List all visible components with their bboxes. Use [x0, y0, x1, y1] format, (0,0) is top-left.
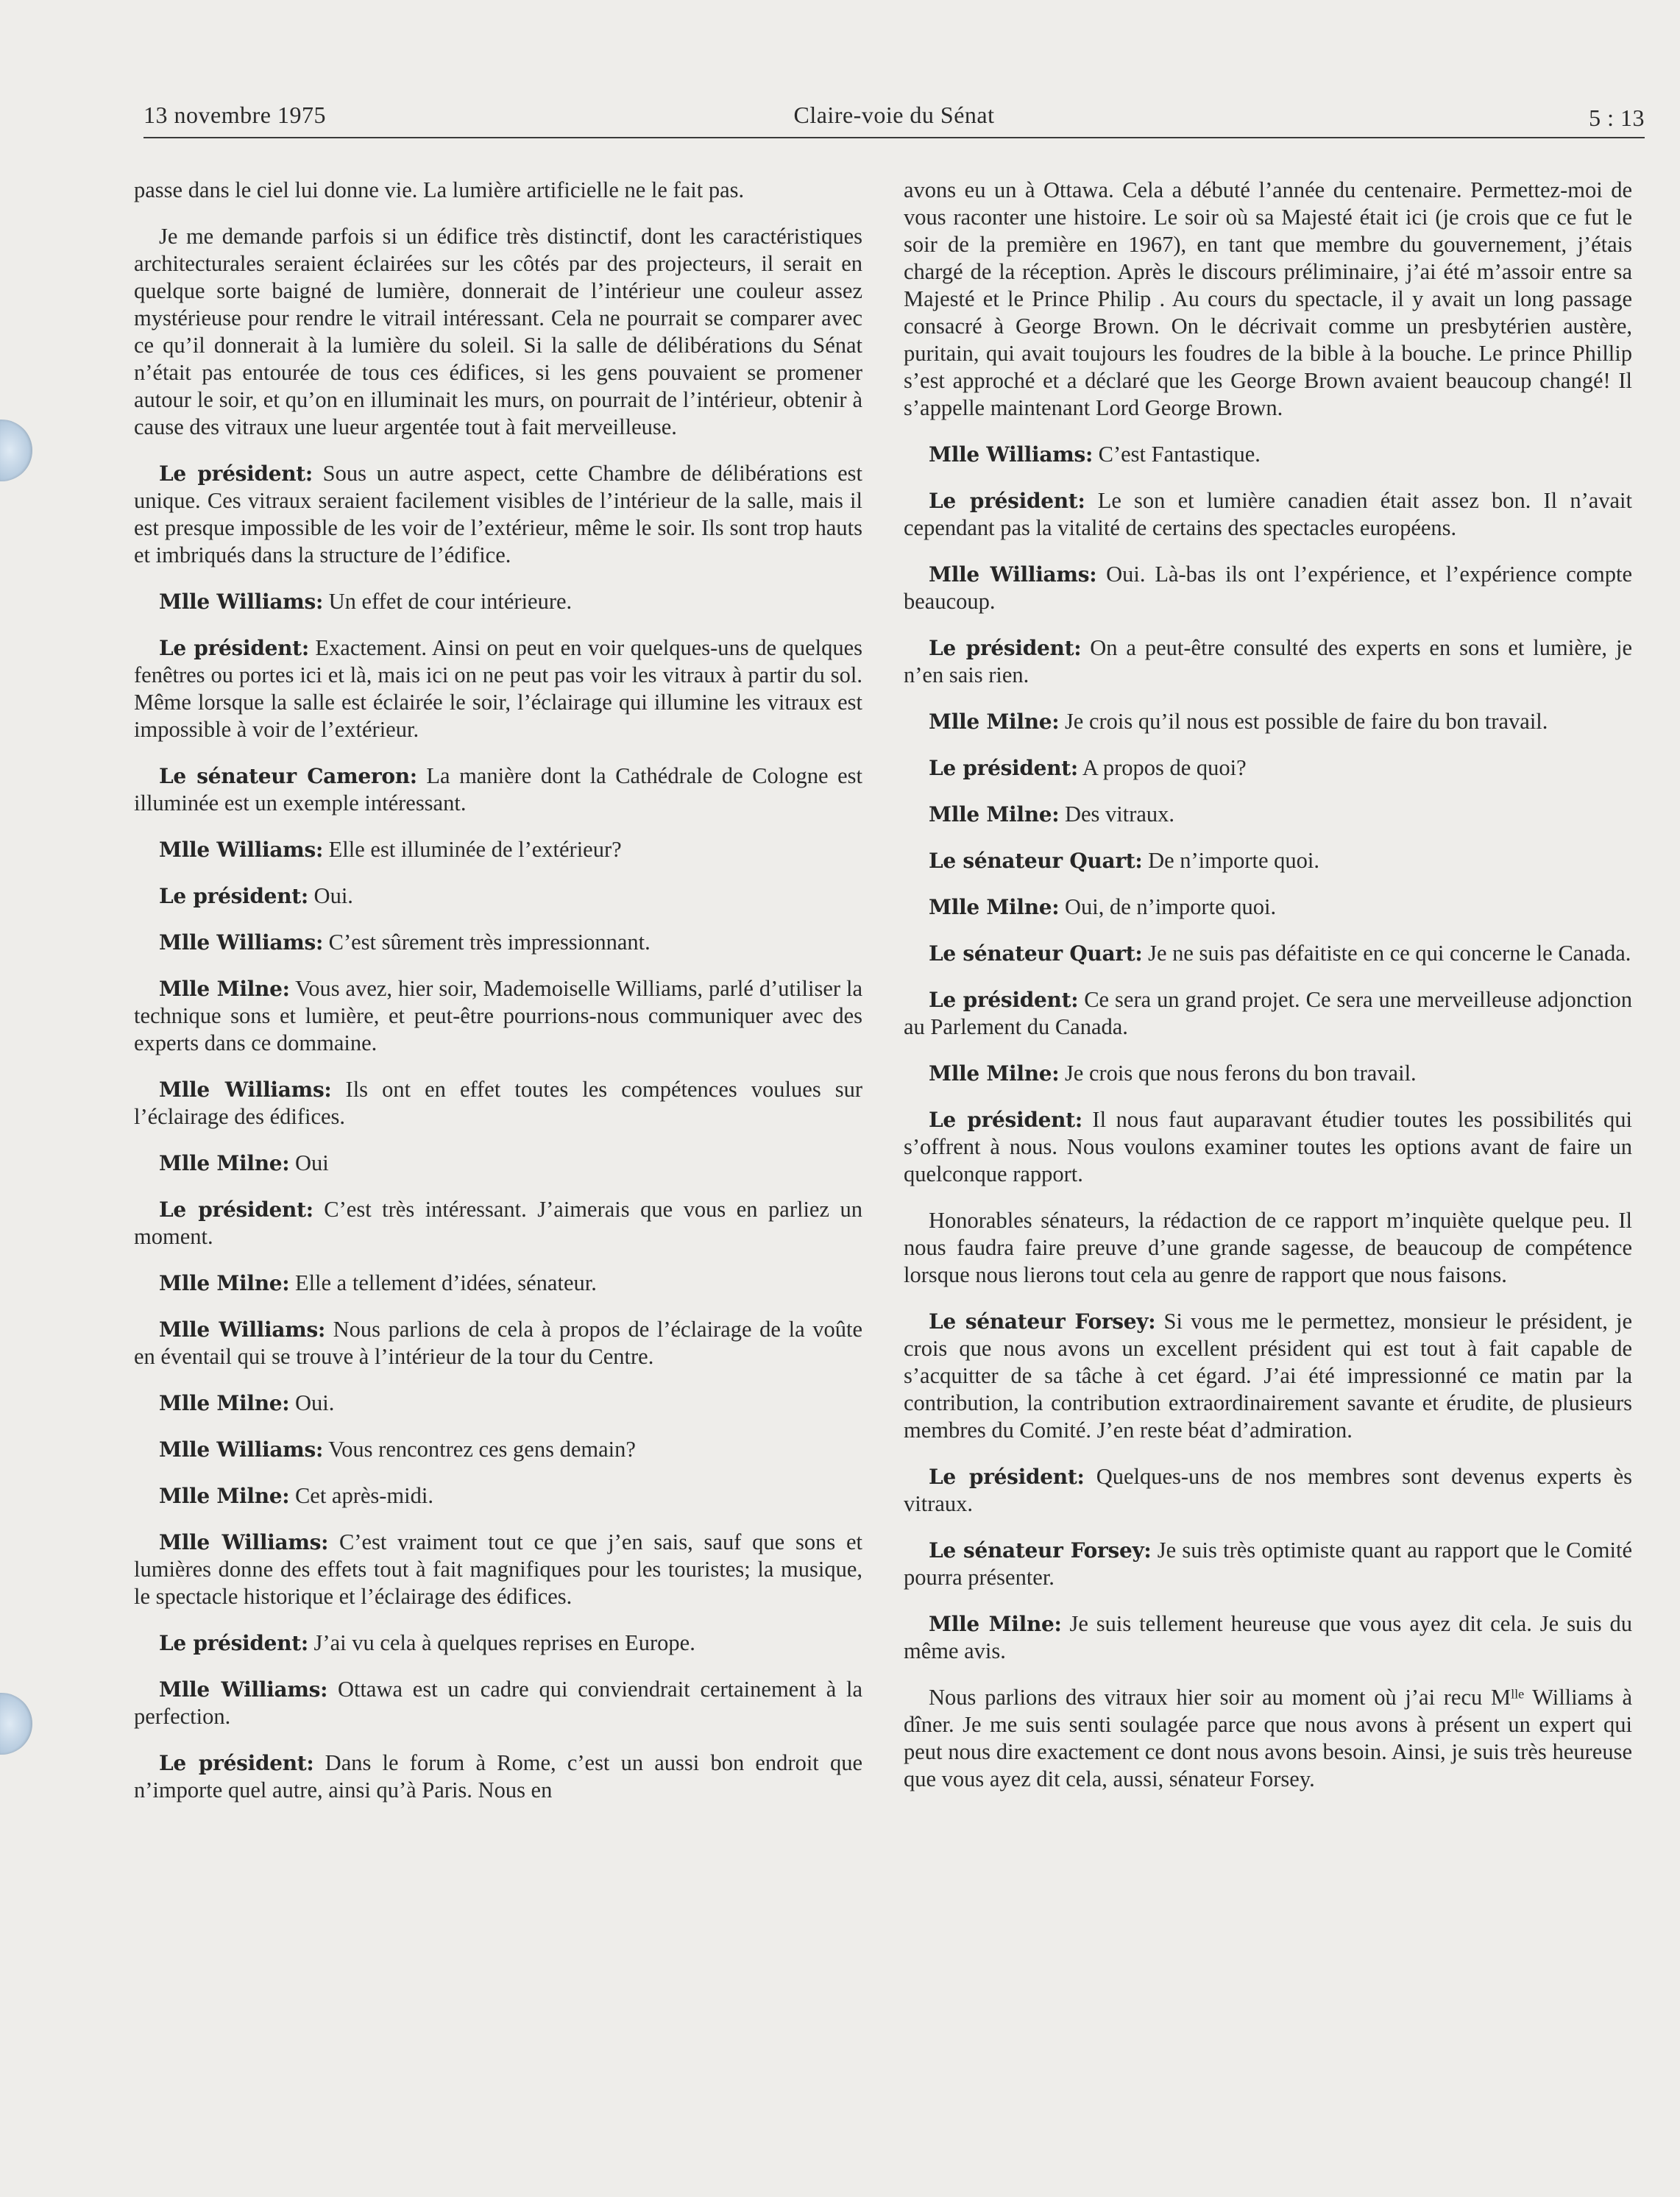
transcript-paragraph: [134, 460, 862, 569]
speech-text: C’est vraiment tout ce que j’en sais, sauf que sons et lumières donne des effets tout à fait magnifiques pour les touristes; la musique, le spectacle historique et l’éclairage des édifices.: [134, 1529, 862, 1609]
speaker-name: Mlle Williams:: [159, 1530, 329, 1554]
transcript-paragraph: [134, 1316, 862, 1370]
speaker-name: Mlle Williams:: [159, 1317, 325, 1342]
speaker-name: Mlle Williams:: [159, 930, 323, 955]
transcript-paragraph: [904, 177, 1632, 422]
speech-text: On a peut-être consulté des experts en sons et lumière, je n’en sais rien.: [904, 635, 1633, 687]
transcript-paragraph: [134, 1436, 862, 1463]
speech-text: Elle est illuminée de l’extérieur?: [328, 837, 622, 862]
speaker-name: Mlle Milne:: [929, 1061, 1060, 1086]
speech-text: avons eu un à Ottawa. Cela a débuté l’année du centenaire. Permettez-moi de vous raconter une histoire. Le soir où sa Majesté était ici (je crois que ce fut le soir de la première en 1967), en tant que membre du gouvernement, j’étais chargé de la réception. Après le discours préliminaire, j’ai été m’assoir entre sa Majesté et le Prince Philip . Au cours du spectacle, il y avait un long passage consacré à George Brown. On le décrivait comme un presbytérien austère, puritain, qui avait toujours les foudres de la bible à la bouche. Le prince Phillip s’est approché et a déclaré que les George Brown avaient beaucoup changé! Il s’appelle maintenant Lord George Brown.: [904, 177, 1632, 420]
speech-text: Vous rencontrez ces gens demain?: [328, 1437, 636, 1462]
speaker-name: Le sénateur Forsey:: [929, 1538, 1152, 1563]
speaker-name: Mlle Milne:: [159, 1484, 290, 1508]
left-column: [134, 177, 862, 1823]
speaker-name: Mlle Milne:: [929, 710, 1060, 734]
binder-hole-bottom: [0, 1693, 32, 1755]
speech-text: Sous un autre aspect, cette Chambre de délibérations est unique. Ces vitraux seraient facilement visibles de l’intérieur de la salle, mais il est presque impossible de les voir de l’extérieur, même le soir. Ils sont trop hauts et imbriqués dans la structure de l’édifice.: [134, 461, 862, 567]
binder-hole-top: [0, 420, 32, 481]
speech-text: Oui.: [294, 1390, 335, 1415]
speaker-name: Mlle Milne:: [929, 895, 1060, 919]
transcript-paragraph: [904, 561, 1632, 615]
speaker-name: Mlle Milne:: [159, 1391, 290, 1415]
transcript-paragraph: [134, 882, 862, 910]
header-title: Claire-voie du Sénat: [793, 102, 995, 128]
transcript-paragraph: [134, 1529, 862, 1610]
transcript-paragraph: [904, 1537, 1632, 1591]
speech-text: Le son et lumière canadien était assez bon. Il n’avait cependant pas la vitalité de certains des spectacles européens.: [904, 488, 1633, 540]
transcript-paragraph: [904, 1463, 1632, 1518]
speech-text: C’est très intéressant. J’aimerais que vous en parliez un moment.: [134, 1197, 863, 1249]
speech-text: Dans le forum à Rome, c’est un aussi bon endroit que n’importe quel autre, ainsi qu’à Paris. Nous en: [134, 1750, 862, 1802]
speaker-name: Le sénateur Forsey:: [929, 1309, 1156, 1334]
transcript-paragraph: [904, 754, 1632, 782]
transcript-paragraph: [134, 1630, 862, 1657]
speaker-name: Le président:: [929, 489, 1085, 513]
transcript-paragraph: [904, 1060, 1632, 1087]
right-column: [904, 177, 1632, 1812]
speech-text: J’ai vu cela à quelques reprises en Europe.: [313, 1630, 695, 1655]
speaker-name: Le président:: [159, 636, 309, 660]
header-date: 13 novembre 1975: [143, 102, 326, 128]
transcript-paragraph: [134, 588, 862, 615]
transcript-paragraph: [904, 847, 1632, 874]
transcript-paragraph: [904, 986, 1632, 1041]
transcript-paragraph: [134, 929, 862, 956]
speaker-name: Mlle Williams:: [159, 1677, 328, 1702]
speaker-name: Mlle Williams:: [159, 1078, 332, 1102]
speaker-name: Le sénateur Quart:: [929, 849, 1143, 873]
speaker-name: Le président:: [929, 1465, 1085, 1489]
speech-text: Je crois qu’il nous est possible de faire du bon travail.: [1064, 709, 1548, 734]
speech-text: Un effet de cour intérieure.: [328, 589, 573, 614]
transcript-paragraph: [134, 1390, 862, 1417]
speaker-name: Le président:: [929, 636, 1082, 660]
speech-text: Ce sera un grand projet. Ce sera une merveilleuse adjonction au Parlement du Canada.: [904, 987, 1633, 1039]
speaker-name: Le président:: [929, 988, 1079, 1012]
transcript-paragraph: [904, 1106, 1632, 1188]
transcript-paragraph: [904, 634, 1632, 689]
speaker-name: Mlle Williams:: [929, 442, 1093, 467]
speaker-name: Mlle Williams:: [159, 838, 323, 862]
speech-text: Je crois que nous ferons du bon travail.: [1064, 1061, 1417, 1086]
speech-text: C’est Fantastique.: [1098, 442, 1261, 467]
speech-text: Ils ont en effet toutes les compétences voulues sur l’éclairage des édifices.: [134, 1077, 863, 1129]
speech-text: Des vitraux.: [1064, 802, 1175, 827]
transcript-paragraph: [134, 975, 862, 1057]
speech-text: Je me demande parfois si un édifice très distinctif, dont les caractéristiques architecturales seraient éclairées sur les côtés par des projecteurs, il serait en quelque sorte baigné de lumière, donnerait de l’intérieur une couleur assez mystérieuse pour rendre le vitrail intéressant. Cela ne pourrait se comparer avec ce qu’il donnerait à la lumière du soleil. Si la salle de délibérations du Sénat n’était pas entourée de tous ces édifices, si les gens pouvaient se promener autour le soir, et qu’on en illuminait les murs, on pourrait de l’intérieur, obtenir à cause des vitraux une lueur argentée tout à fait merveilleuse.: [134, 224, 862, 439]
transcript-paragraph: [134, 763, 862, 817]
speech-text: Cet après-midi.: [294, 1483, 433, 1508]
speech-text: La manière dont la Cathédrale de Cologne est illuminée est un exemple intéressant.: [134, 763, 862, 816]
transcript-paragraph: [904, 1610, 1632, 1665]
page-header: [143, 94, 1645, 138]
speaker-name: Le sénateur Cameron:: [159, 764, 417, 788]
speaker-name: Le président:: [929, 756, 1078, 780]
transcript-paragraph: [134, 634, 862, 743]
speech-text: Je suis tellement heureuse que vous ayez dit cela. Je suis du même avis.: [904, 1611, 1632, 1663]
transcript-paragraph: [134, 1150, 862, 1177]
speech-text: Il nous faut auparavant étudier toutes les possibilités qui s’offrent à nous. Nous voulons examiner toutes les options avant de faire un quelconque rapport.: [904, 1107, 1632, 1186]
speech-text: passe dans le ciel lui donne vie. La lumière artificielle ne le fait pas.: [134, 177, 745, 202]
speech-text: Elle a tellement d’idées, sénateur.: [294, 1270, 597, 1295]
speaker-name: Mlle Milne:: [929, 1612, 1062, 1636]
speaker-name: Mlle Milne:: [929, 802, 1060, 827]
transcript-paragraph: [904, 940, 1632, 967]
speech-text: Je ne suis pas défaitiste en ce qui concerne le Canada.: [1148, 941, 1631, 966]
transcript-paragraph: [904, 894, 1632, 921]
transcript-paragraph: [904, 487, 1632, 542]
speech-text: A propos de quoi?: [1082, 755, 1247, 780]
speaker-name: Le président:: [159, 461, 313, 486]
transcript-paragraph: [904, 1207, 1632, 1289]
transcript-paragraph: [904, 441, 1632, 468]
transcript-paragraph: [134, 1196, 862, 1250]
speech-text: Vous avez, hier soir, Mademoiselle Williams, parlé d’utiliser la technique sons et lumière, et peut-être pourrions-nous communiquer avec des experts dans ce dommaine.: [134, 976, 863, 1055]
transcript-paragraph: [904, 1308, 1632, 1444]
transcript-paragraph: [904, 801, 1632, 828]
speaker-name: Le président:: [929, 1108, 1082, 1132]
speech-text: Nous parlions de cela à propos de l’éclairage de la voûte en éventail qui se trouve à l’intérieur de la tour du Centre.: [134, 1317, 862, 1369]
speech-text: C’est sûrement très impressionnant.: [328, 930, 651, 955]
speech-text: Si vous me le permettez, monsieur le président, je crois que nous avons un excellent président qui est tout à fait capable de s’acquitter de sa tâche à cet égard. J’ai été impressionné ce matin par la contribution, la contribution extraordinairement savante et érudite, de plusieurs membres du Comité. J’en reste béat d’admiration.: [904, 1309, 1633, 1443]
transcript-paragraph: [904, 708, 1632, 735]
page-number: 5 : 13: [1589, 105, 1645, 131]
transcript-paragraph: [904, 1684, 1632, 1793]
speech-text: Oui.: [313, 883, 353, 908]
transcript-paragraph: [134, 836, 862, 863]
header-rule: [143, 137, 1645, 138]
speaker-name: Mlle Williams:: [929, 562, 1097, 587]
speech-text: Honorables sénateurs, la rédaction de ce rapport m’inquiète quelque peu. Il nous faudra faire preuve d’une grande sagesse, de beaucoup de compétence lorsque nous lierons tout cela au genre de rapport que nous faisons.: [904, 1208, 1632, 1287]
transcript-paragraph: [134, 1270, 862, 1297]
speaker-name: Mlle Williams:: [159, 590, 323, 614]
speaker-name: Le président:: [159, 884, 308, 908]
transcript-paragraph: [134, 177, 862, 204]
speaker-name: Le président:: [159, 1631, 308, 1655]
transcript-paragraph: [134, 1076, 862, 1131]
transcript-paragraph: [134, 223, 862, 441]
speaker-name: Mlle Milne:: [159, 1151, 290, 1175]
transcript-paragraph: [134, 1750, 862, 1804]
speech-text: Exactement. Ainsi on peut en voir quelques-uns de quelques fenêtres ou portes ici et là, mais ici on ne peut pas voir les vitraux à partir du sol. Même lorsque la salle est éclairée le soir, l’éclairage qui illumine les vitraux est impossible à voir de l’extérieur.: [134, 635, 862, 742]
speech-text: Quelques-uns de nos membres sont devenus experts ès vitraux.: [904, 1464, 1632, 1516]
speech-text: Oui: [294, 1150, 329, 1175]
speaker-name: Le président:: [159, 1751, 314, 1775]
speech-text: Oui. Là-bas ils ont l’expérience, et l’expérience compte beaucoup.: [904, 562, 1633, 614]
speaker-name: Mlle Williams:: [159, 1437, 323, 1462]
speech-text: Oui, de n’importe quoi.: [1064, 894, 1277, 919]
speech-text: Nous parlions des vitraux hier soir au moment où j’ai recu Mˡˡᵉ Williams à dîner. Je me suis senti soulagée parce que nous avons à présent un expert qui peut nous dire exactement ce dont nous avons besoin. Ainsi, je suis très heureuse que vous ayez dit cela, aussi, sénateur Forsey.: [904, 1685, 1632, 1791]
speech-text: Je suis très optimiste quant au rapport que le Comité pourra présenter.: [904, 1538, 1632, 1590]
speaker-name: Le président:: [159, 1197, 313, 1222]
speaker-name: Mlle Milne:: [159, 977, 290, 1001]
speech-text: De n’importe quoi.: [1148, 848, 1320, 873]
speaker-name: Le sénateur Quart:: [929, 941, 1143, 966]
transcript-paragraph: [134, 1482, 862, 1510]
transcript-paragraph: [134, 1676, 862, 1730]
speech-text: Ottawa est un cadre qui conviendrait certainement à la perfection.: [134, 1677, 863, 1729]
speaker-name: Mlle Milne:: [159, 1271, 290, 1295]
